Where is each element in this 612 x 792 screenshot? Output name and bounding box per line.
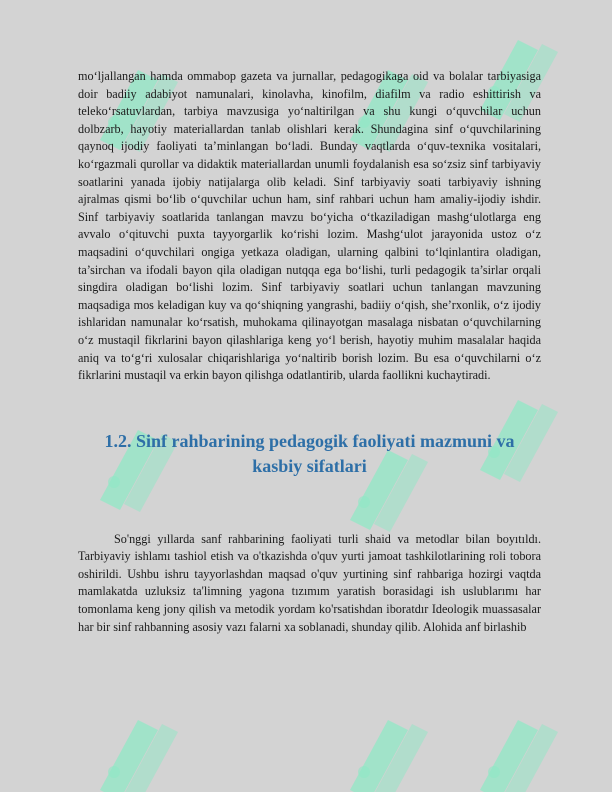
document-page <box>78 68 541 636</box>
section-heading: 1.2. Sinf rahbarining pedagogik faoliyati mazmuni va kasbiy sifatlari <box>104 430 515 476</box>
body-paragraph-1: mo‘ljallangan hamda ommabop gazeta va jurnallar, pedagogikaga oid va bolalar tarbiyasiga doir badiiy adabiyot namunalari, kinolavha, kinofilm, diafilm va radio eshittirish va teleko‘rsatuvlardan, tarbiya mavzusiga yo‘naltirilgan va shu kungi o‘quvchilar uchun dolbzarb, hayotiy materiallardan tanlab olishlari kerak. Shundagina sinf o‘quvchilarining qaynoq ijodiy faoliyati ta’minlangan bo‘ladi. Bunday vaqtlarda o‘quv-texnika vositalari, ko‘rgazmali qurollar va didaktik materiallardan unumli foydalanish esa so‘zsiz sinf tarbiyaviy soatlarini yanada ijobiy natijalarga olib keladi. Sinf tarbiyaviy soati tarbiyaviy ishning ajralmas qismi bo‘lib o‘quvchilar uchun ham, sinf rahbari uchun ham amaliy-ijodiy ishdir. Sinf tarbiyaviy soatlarida tanlangan mavzu bo‘yicha o‘tkaziladigan mashg‘ulotlarga eng avvalo o‘qituvchi puxta tayyorgarlik ko‘rishi lozim. Mashg‘ulot jarayonida ustoz o‘z maqsadini o‘quvchilari ongiga yetkaza oladigan, ularning qalbini to‘lqinlantira oladigan, ta’sirchan va ifodali bayon qila oladigan nutqqa ega bo‘lishi, turli pedagogik ta’sirlar orqali singdira oladigan bo‘lishi lozim. Sinf tarbiyaviy soatlari uchun tanlangan mavzuning maqsadiga mos keladigan kuy va qo‘shiqning yangrashi, badiiy o‘qish, she’rxonlik, o‘z ijodiy ishlaridan namunalar ko‘rsatish, muhokama qilinayotgan masalaga nisbatan o‘quvchilarning o‘z mustaqil fikrlarini bayon qilashlariga keng yo‘l berish, hayotiy muhim masalalar haqida aniq va to‘g‘ri xulosalar chiqarishlariga yo‘naltirib borish lozim. Bu esa o‘quvchilarni o‘z fikrlarini mustaqil va erkin bayon qilishga odatlantirib, ularda faollikni kuchaytiradi. <box>78 69 541 383</box>
body-paragraph-2: So'nggi yıllarda sanf rahbarining faoliyati turli shaid va metodlar bilan boyıtıldı. Tarbiyaviy ishlamı tashiol etish va o'tkazishda o'quv yurti jamoat tashkilotlarining roli tobora oshirildi. Ushbu ishru tayyorlashdan maqsad o'quv yurtining sinf rahbariga hozirgi vaqtda mamlakatda uzluksiz ta'limning yagona tızımım yaratish borasidagi ish uslublarımı har tomonlama keng jony qilish va metodik yordam ko'rsatishdan iboratdır Ideologik muassasalar har bir sinf rahbanning asosiy vazı falarni xa soblanadi, shunday qilib. Alohida anf birlashib <box>78 531 541 634</box>
